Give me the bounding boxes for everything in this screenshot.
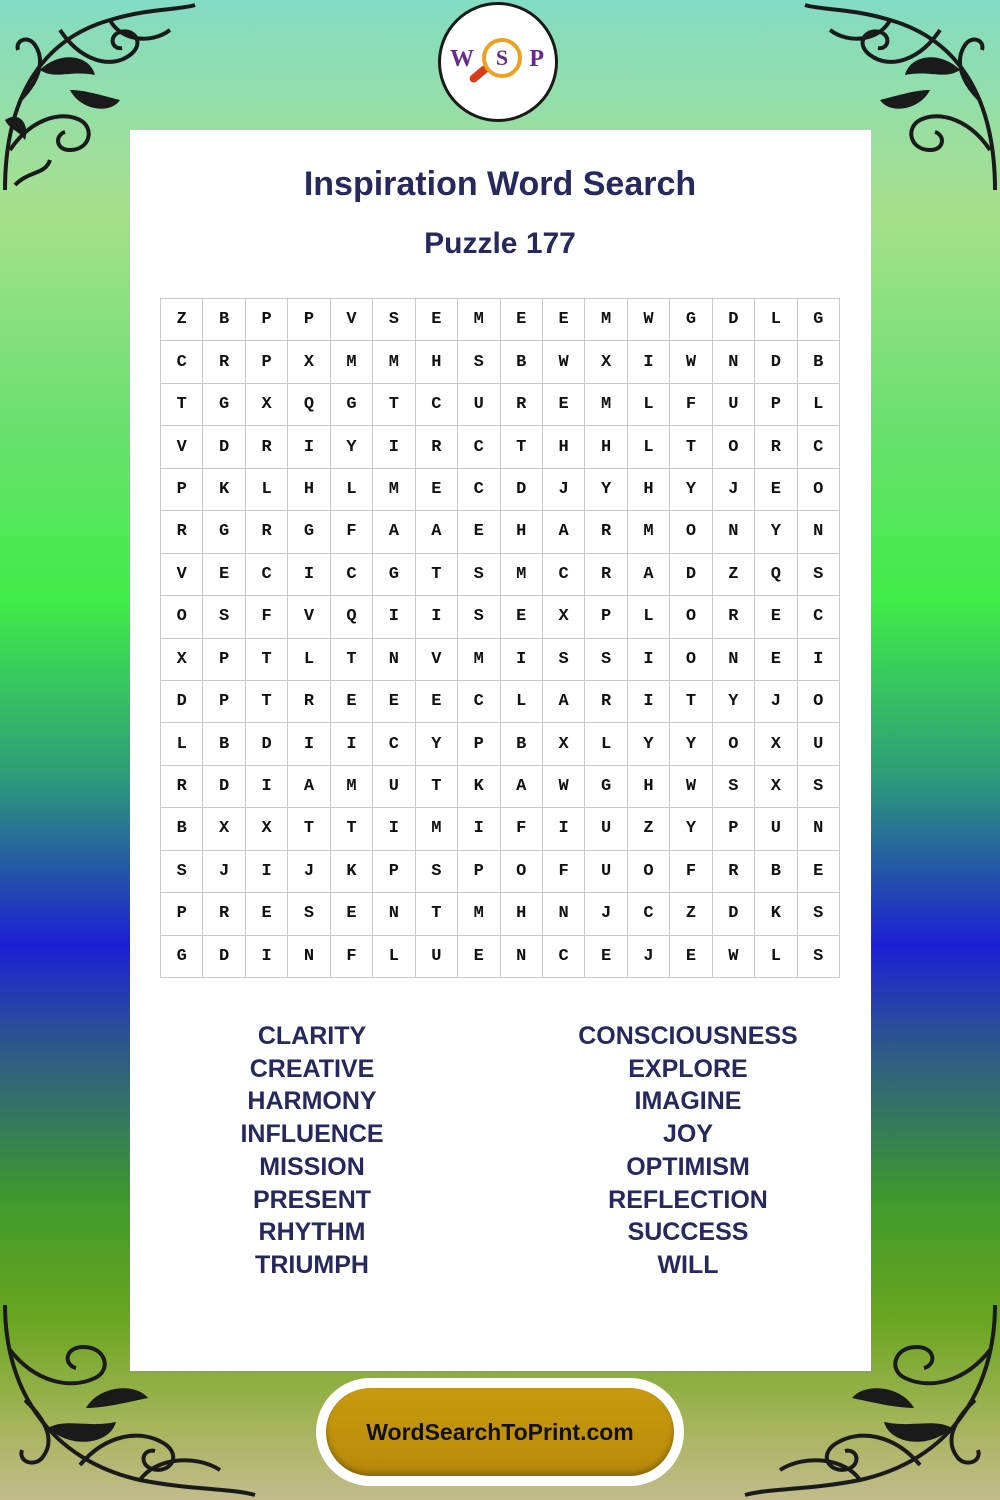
- grid-cell[interactable]: P: [203, 639, 245, 681]
- grid-cell[interactable]: M: [458, 639, 500, 681]
- grid-cell[interactable]: M: [458, 893, 500, 935]
- grid-cell[interactable]: O: [670, 639, 712, 681]
- grid-cell[interactable]: G: [585, 766, 627, 808]
- word-list-item: WILL: [657, 1250, 719, 1279]
- grid-cell[interactable]: E: [331, 893, 373, 935]
- grid-cell[interactable]: F: [543, 851, 585, 893]
- grid-cell[interactable]: Z: [713, 554, 755, 596]
- grid-cell[interactable]: P: [458, 851, 500, 893]
- grid-cell[interactable]: S: [543, 639, 585, 681]
- grid-cell[interactable]: S: [458, 554, 500, 596]
- grid-cell[interactable]: Y: [670, 808, 712, 850]
- grid-cell[interactable]: O: [670, 596, 712, 638]
- word-list-item: JOY: [662, 1120, 714, 1149]
- word-list-item: INFLUENCE: [240, 1120, 384, 1149]
- grid-cell[interactable]: H: [628, 766, 670, 808]
- grid-cell[interactable]: E: [373, 681, 415, 723]
- grid-cell[interactable]: U: [585, 851, 627, 893]
- grid-cell[interactable]: N: [373, 893, 415, 935]
- grid-cell[interactable]: R: [713, 851, 755, 893]
- grid-cell[interactable]: S: [161, 851, 203, 893]
- grid-cell[interactable]: L: [628, 596, 670, 638]
- grid-cell[interactable]: E: [331, 681, 373, 723]
- grid-cell[interactable]: B: [755, 851, 797, 893]
- grid-cell[interactable]: P: [246, 299, 288, 341]
- grid-cell[interactable]: J: [755, 681, 797, 723]
- grid-cell[interactable]: E: [458, 511, 500, 553]
- grid-cell[interactable]: O: [628, 851, 670, 893]
- grid-cell[interactable]: L: [798, 384, 840, 426]
- grid-cell[interactable]: M: [331, 766, 373, 808]
- site-link[interactable]: WordSearchToPrint.com: [366, 1418, 634, 1445]
- grid-cell[interactable]: T: [331, 639, 373, 681]
- grid-cell[interactable]: Z: [161, 299, 203, 341]
- grid-cell[interactable]: I: [246, 766, 288, 808]
- grid-cell[interactable]: R: [288, 681, 330, 723]
- grid-cell[interactable]: V: [331, 299, 373, 341]
- grid-cell[interactable]: E: [501, 299, 543, 341]
- grid-cell[interactable]: B: [203, 723, 245, 765]
- grid-cell[interactable]: L: [161, 723, 203, 765]
- grid-cell[interactable]: X: [288, 341, 330, 383]
- grid-cell[interactable]: E: [543, 384, 585, 426]
- grid-cell[interactable]: Z: [670, 893, 712, 935]
- grid-cell[interactable]: E: [501, 596, 543, 638]
- grid-cell[interactable]: C: [331, 554, 373, 596]
- grid-cell[interactable]: C: [458, 681, 500, 723]
- grid-cell[interactable]: A: [543, 681, 585, 723]
- grid-cell[interactable]: R: [585, 511, 627, 553]
- grid-cell[interactable]: K: [203, 469, 245, 511]
- grid-cell[interactable]: E: [585, 936, 627, 978]
- grid-cell[interactable]: G: [670, 299, 712, 341]
- grid-cell[interactable]: A: [373, 511, 415, 553]
- grid-cell[interactable]: D: [203, 936, 245, 978]
- grid-cell[interactable]: L: [501, 681, 543, 723]
- grid-cell[interactable]: S: [416, 851, 458, 893]
- grid-cell[interactable]: G: [331, 384, 373, 426]
- grid-cell[interactable]: A: [288, 766, 330, 808]
- grid-cell[interactable]: V: [161, 554, 203, 596]
- grid-cell[interactable]: O: [670, 511, 712, 553]
- word-list-item: MISSION: [259, 1152, 365, 1181]
- word-list-item: IMAGINE: [634, 1087, 742, 1116]
- grid-cell[interactable]: I: [288, 723, 330, 765]
- grid-cell[interactable]: K: [458, 766, 500, 808]
- grid-cell[interactable]: O: [713, 426, 755, 468]
- grid-cell[interactable]: D: [670, 554, 712, 596]
- grid-cell[interactable]: I: [798, 639, 840, 681]
- grid-cell[interactable]: C: [628, 893, 670, 935]
- grid-cell[interactable]: K: [755, 893, 797, 935]
- grid-cell[interactable]: G: [288, 511, 330, 553]
- grid-cell[interactable]: C: [416, 384, 458, 426]
- grid-cell[interactable]: M: [458, 299, 500, 341]
- grid-cell[interactable]: N: [501, 936, 543, 978]
- grid-cell[interactable]: Y: [628, 723, 670, 765]
- grid-cell[interactable]: Y: [416, 723, 458, 765]
- grid-cell[interactable]: C: [798, 426, 840, 468]
- grid-cell[interactable]: U: [798, 723, 840, 765]
- grid-cell[interactable]: L: [288, 639, 330, 681]
- grid-cell[interactable]: S: [798, 936, 840, 978]
- grid-cell[interactable]: B: [203, 299, 245, 341]
- grid-cell[interactable]: R: [246, 511, 288, 553]
- grid-cell[interactable]: E: [755, 639, 797, 681]
- grid-cell[interactable]: P: [373, 851, 415, 893]
- grid-cell[interactable]: P: [713, 808, 755, 850]
- grid-cell[interactable]: X: [755, 766, 797, 808]
- word-list-item: SUCCESS: [627, 1218, 749, 1247]
- grid-cell[interactable]: A: [416, 511, 458, 553]
- grid-cell[interactable]: T: [416, 893, 458, 935]
- grid-cell[interactable]: K: [331, 851, 373, 893]
- puzzle-number: Puzzle 177: [424, 227, 576, 260]
- grid-cell[interactable]: C: [246, 554, 288, 596]
- grid-cell[interactable]: E: [416, 299, 458, 341]
- grid-cell[interactable]: P: [161, 469, 203, 511]
- grid-cell[interactable]: R: [713, 596, 755, 638]
- grid-cell[interactable]: Y: [585, 469, 627, 511]
- grid-cell[interactable]: D: [501, 469, 543, 511]
- grid-cell[interactable]: S: [373, 299, 415, 341]
- grid-cell[interactable]: W: [670, 341, 712, 383]
- grid-cell[interactable]: G: [203, 511, 245, 553]
- logo-letter-s: S: [495, 45, 509, 70]
- grid-cell[interactable]: I: [288, 554, 330, 596]
- grid-cell[interactable]: J: [585, 893, 627, 935]
- grid-cell[interactable]: U: [713, 384, 755, 426]
- grid-cell[interactable]: I: [246, 851, 288, 893]
- grid-cell[interactable]: T: [416, 766, 458, 808]
- grid-cell[interactable]: S: [713, 766, 755, 808]
- grid-cell[interactable]: N: [798, 808, 840, 850]
- grid-cell[interactable]: C: [543, 936, 585, 978]
- grid-cell[interactable]: D: [203, 766, 245, 808]
- grid-cell[interactable]: R: [203, 341, 245, 383]
- grid-cell[interactable]: L: [755, 299, 797, 341]
- grid-cell[interactable]: Y: [713, 681, 755, 723]
- grid-cell[interactable]: R: [161, 766, 203, 808]
- grid-cell[interactable]: M: [331, 341, 373, 383]
- grid-cell[interactable]: J: [713, 469, 755, 511]
- grid-cell[interactable]: P: [246, 341, 288, 383]
- grid-cell[interactable]: R: [585, 554, 627, 596]
- grid-cell[interactable]: T: [161, 384, 203, 426]
- grid-cell[interactable]: E: [755, 596, 797, 638]
- word-list-item: CREATIVE: [249, 1054, 375, 1083]
- grid-cell[interactable]: G: [161, 936, 203, 978]
- grid-cell[interactable]: I: [373, 426, 415, 468]
- grid-cell[interactable]: L: [373, 936, 415, 978]
- word-list-left: [152, 1020, 472, 1282]
- grid-cell[interactable]: D: [755, 341, 797, 383]
- grid-cell[interactable]: Q: [755, 554, 797, 596]
- grid-cell[interactable]: S: [458, 596, 500, 638]
- grid-cell[interactable]: O: [713, 723, 755, 765]
- grid-cell[interactable]: R: [755, 426, 797, 468]
- grid-cell[interactable]: I: [373, 596, 415, 638]
- grid-cell[interactable]: I: [246, 936, 288, 978]
- grid-cell[interactable]: M: [585, 384, 627, 426]
- grid-cell[interactable]: N: [713, 639, 755, 681]
- grid-cell[interactable]: F: [331, 511, 373, 553]
- grid-cell[interactable]: Y: [670, 723, 712, 765]
- grid-cell[interactable]: M: [628, 511, 670, 553]
- grid-cell[interactable]: Q: [288, 384, 330, 426]
- word-list-item: CLARITY: [257, 1022, 367, 1050]
- grid-cell[interactable]: W: [543, 766, 585, 808]
- grid-cell[interactable]: E: [670, 936, 712, 978]
- grid-cell[interactable]: E: [543, 299, 585, 341]
- logo-mark: [448, 32, 548, 92]
- grid-cell[interactable]: J: [288, 851, 330, 893]
- word-list-item: CONSCIOUSNESS: [578, 1022, 798, 1050]
- grid-cell[interactable]: Q: [331, 596, 373, 638]
- grid-cell[interactable]: M: [585, 299, 627, 341]
- grid-cell[interactable]: S: [203, 596, 245, 638]
- grid-cell[interactable]: N: [798, 511, 840, 553]
- grid-cell[interactable]: R: [203, 893, 245, 935]
- grid-cell[interactable]: E: [798, 851, 840, 893]
- grid-cell[interactable]: R: [585, 681, 627, 723]
- grid-cell[interactable]: A: [543, 511, 585, 553]
- grid-cell[interactable]: L: [628, 384, 670, 426]
- grid-cell[interactable]: P: [458, 723, 500, 765]
- grid-cell[interactable]: X: [585, 341, 627, 383]
- grid-cell[interactable]: I: [628, 639, 670, 681]
- grid-cell[interactable]: T: [670, 681, 712, 723]
- page-title: Inspiration Word Search: [303, 165, 697, 203]
- grid-cell[interactable]: W: [713, 936, 755, 978]
- grid-cell[interactable]: R: [501, 384, 543, 426]
- grid-cell[interactable]: E: [755, 469, 797, 511]
- grid-cell[interactable]: H: [543, 426, 585, 468]
- grid-cell[interactable]: T: [416, 554, 458, 596]
- grid-cell[interactable]: C: [798, 596, 840, 638]
- grid-cell[interactable]: H: [288, 469, 330, 511]
- grid-cell[interactable]: M: [501, 554, 543, 596]
- grid-cell[interactable]: S: [798, 554, 840, 596]
- grid-cell[interactable]: V: [416, 639, 458, 681]
- grid-cell[interactable]: I: [288, 426, 330, 468]
- grid-cell[interactable]: A: [501, 766, 543, 808]
- grid-cell[interactable]: O: [501, 851, 543, 893]
- grid-cell[interactable]: W: [670, 766, 712, 808]
- grid-cell[interactable]: J: [203, 851, 245, 893]
- grid-cell[interactable]: C: [161, 341, 203, 383]
- word-list-item: OPTIMISM: [626, 1152, 750, 1181]
- grid-cell[interactable]: F: [670, 384, 712, 426]
- grid-cell[interactable]: X: [543, 723, 585, 765]
- grid-cell[interactable]: P: [203, 681, 245, 723]
- grid-cell[interactable]: J: [628, 936, 670, 978]
- grid-cell[interactable]: E: [203, 554, 245, 596]
- grid-cell[interactable]: L: [246, 469, 288, 511]
- grid-cell[interactable]: F: [670, 851, 712, 893]
- grid-cell[interactable]: E: [246, 893, 288, 935]
- grid-cell[interactable]: L: [755, 936, 797, 978]
- grid-cell[interactable]: O: [798, 681, 840, 723]
- grid-cell[interactable]: M: [373, 469, 415, 511]
- grid-cell[interactable]: M: [416, 808, 458, 850]
- grid-cell[interactable]: B: [798, 341, 840, 383]
- grid-cell[interactable]: R: [416, 426, 458, 468]
- grid-cell[interactable]: D: [203, 426, 245, 468]
- grid-cell[interactable]: C: [373, 723, 415, 765]
- grid-cell[interactable]: S: [798, 766, 840, 808]
- grid-cell[interactable]: B: [161, 808, 203, 850]
- grid-cell[interactable]: N: [288, 936, 330, 978]
- grid-cell[interactable]: N: [543, 893, 585, 935]
- grid-cell[interactable]: P: [755, 384, 797, 426]
- grid-cell[interactable]: Y: [331, 426, 373, 468]
- grid-cell[interactable]: E: [458, 936, 500, 978]
- grid-cell[interactable]: G: [798, 299, 840, 341]
- letter-grid: [160, 298, 840, 978]
- grid-cell[interactable]: T: [246, 639, 288, 681]
- grid-cell[interactable]: V: [161, 426, 203, 468]
- grid-cell[interactable]: H: [501, 893, 543, 935]
- grid-cell[interactable]: L: [331, 469, 373, 511]
- grid-cell[interactable]: L: [585, 723, 627, 765]
- grid-cell[interactable]: D: [161, 681, 203, 723]
- grid-cell[interactable]: C: [543, 554, 585, 596]
- grid-cell[interactable]: S: [798, 893, 840, 935]
- word-list-item: EXPLORE: [628, 1054, 748, 1083]
- grid-cell[interactable]: H: [628, 469, 670, 511]
- grid-cell[interactable]: E: [416, 469, 458, 511]
- word-list-item: RHYTHM: [258, 1218, 366, 1247]
- grid-cell[interactable]: P: [585, 596, 627, 638]
- grid-cell[interactable]: T: [670, 426, 712, 468]
- grid-cell[interactable]: P: [288, 299, 330, 341]
- grid-cell[interactable]: U: [755, 808, 797, 850]
- grid-cell[interactable]: G: [203, 384, 245, 426]
- grid-cell[interactable]: X: [203, 808, 245, 850]
- grid-cell[interactable]: A: [628, 554, 670, 596]
- grid-cell[interactable]: H: [585, 426, 627, 468]
- grid-cell[interactable]: N: [373, 639, 415, 681]
- grid-cell[interactable]: S: [458, 341, 500, 383]
- word-list-item: PRESENT: [252, 1185, 372, 1214]
- word-list-item: HARMONY: [247, 1087, 377, 1116]
- grid-cell[interactable]: S: [585, 639, 627, 681]
- grid-cell[interactable]: T: [246, 681, 288, 723]
- grid-cell[interactable]: X: [755, 723, 797, 765]
- grid-cell[interactable]: C: [458, 469, 500, 511]
- grid-cell[interactable]: R: [161, 511, 203, 553]
- grid-cell[interactable]: X: [543, 596, 585, 638]
- grid-cell[interactable]: T: [288, 808, 330, 850]
- grid-cell[interactable]: U: [416, 936, 458, 978]
- word-list-right: [528, 1020, 848, 1282]
- grid-cell[interactable]: X: [246, 384, 288, 426]
- grid-cell[interactable]: D: [713, 299, 755, 341]
- grid-cell[interactable]: W: [628, 299, 670, 341]
- grid-cell[interactable]: F: [501, 808, 543, 850]
- grid-cell[interactable]: G: [373, 554, 415, 596]
- site-badge[interactable]: [326, 1388, 674, 1476]
- grid-cell[interactable]: N: [713, 511, 755, 553]
- grid-cell[interactable]: U: [585, 808, 627, 850]
- grid-cell[interactable]: L: [628, 426, 670, 468]
- grid-cell[interactable]: E: [416, 681, 458, 723]
- grid-cell[interactable]: U: [373, 766, 415, 808]
- grid-cell[interactable]: U: [458, 384, 500, 426]
- grid-cell[interactable]: I: [416, 596, 458, 638]
- grid-cell[interactable]: F: [331, 936, 373, 978]
- grid-cell[interactable]: M: [373, 341, 415, 383]
- grid-cell[interactable]: R: [246, 426, 288, 468]
- grid-cell[interactable]: H: [501, 511, 543, 553]
- grid-cell[interactable]: Y: [755, 511, 797, 553]
- grid-cell[interactable]: I: [628, 341, 670, 383]
- grid-cell[interactable]: N: [713, 341, 755, 383]
- grid-cell[interactable]: I: [628, 681, 670, 723]
- word-list-item: REFLECTION: [608, 1185, 768, 1214]
- grid-cell[interactable]: I: [331, 723, 373, 765]
- grid-cell[interactable]: H: [416, 341, 458, 383]
- word-list-item: TRIUMPH: [255, 1250, 369, 1279]
- magnifier-icon: [482, 38, 522, 78]
- grid-cell[interactable]: I: [458, 808, 500, 850]
- grid-cell[interactable]: B: [501, 341, 543, 383]
- logo-letter-p: P: [529, 46, 544, 72]
- grid-cell[interactable]: T: [501, 426, 543, 468]
- grid-cell[interactable]: T: [331, 808, 373, 850]
- grid-cell[interactable]: J: [543, 469, 585, 511]
- grid-cell[interactable]: Z: [628, 808, 670, 850]
- grid-cell[interactable]: Y: [670, 469, 712, 511]
- grid-cell[interactable]: V: [288, 596, 330, 638]
- grid-cell[interactable]: O: [798, 469, 840, 511]
- grid-cell[interactable]: B: [501, 723, 543, 765]
- logo-letter-w: W: [450, 46, 474, 72]
- grid-cell[interactable]: P: [161, 893, 203, 935]
- grid-cell[interactable]: D: [713, 893, 755, 935]
- site-logo[interactable]: [438, 2, 558, 122]
- grid-cell[interactable]: X: [161, 639, 203, 681]
- grid-cell[interactable]: S: [288, 893, 330, 935]
- grid-cell[interactable]: T: [373, 384, 415, 426]
- grid-cell[interactable]: W: [543, 341, 585, 383]
- grid-cell[interactable]: O: [161, 596, 203, 638]
- grid-cell[interactable]: C: [458, 426, 500, 468]
- grid-cell[interactable]: X: [246, 808, 288, 850]
- grid-cell[interactable]: D: [246, 723, 288, 765]
- grid-cell[interactable]: I: [373, 808, 415, 850]
- grid-cell[interactable]: I: [501, 639, 543, 681]
- grid-cell[interactable]: I: [543, 808, 585, 850]
- grid-cell[interactable]: F: [246, 596, 288, 638]
